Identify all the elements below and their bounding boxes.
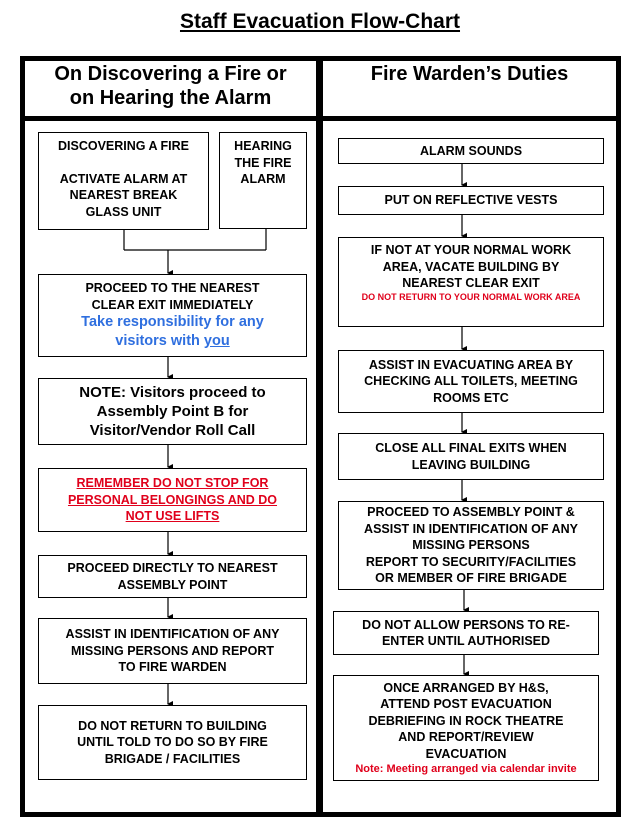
do-not-allow-box [333, 611, 599, 655]
page-title: Staff Evacuation Flow-Chart [179, 10, 461, 33]
reflective-vests-box [338, 186, 604, 215]
debrief-line-3: DEBRIEFING IN ROCK THEATRE [368, 713, 564, 728]
assembly-point-line-3: MISSING PERSONS [412, 538, 530, 553]
proceed-assembly-box [38, 555, 307, 598]
hearing-line-1: HEARING [234, 139, 292, 153]
vacate-line-2: AREA, VACATE BUILDING BY [382, 259, 560, 274]
visitors-responsibility-text: visitors with [115, 333, 204, 349]
close-exits-line-2: LEAVING BUILDING [411, 457, 531, 472]
assist-identify-line-2: MISSING PERSONS AND REPORT [70, 643, 275, 658]
assembly-point-line-1: PROCEED TO ASSEMBLY POINT & [367, 505, 575, 520]
assist-evac-line-3: ROOMS ETC [433, 390, 509, 405]
vacate-warning: DO NOT RETURN TO YOUR NORMAL WORK AREA [361, 291, 581, 302]
discovering-line-4: GLASS UNIT [85, 204, 162, 219]
do-not-return-line-2: UNTIL TOLD TO DO SO BY FIRE [77, 735, 268, 750]
visitors-note-line-3: Visitor/Vendor Roll Call [89, 422, 256, 439]
vacate-line-3: NEAREST CLEAR EXIT [402, 276, 540, 290]
visitors-responsibility-emphasis: you [203, 333, 230, 349]
hearing-alarm-box [219, 132, 307, 229]
proceed-exit-line-1: PROCEED TO THE NEAREST [85, 281, 260, 295]
reflective-vests-text: PUT ON REFLECTIVE VESTS [384, 193, 558, 208]
assist-identify-line-3: TO FIRE WARDEN [118, 660, 227, 675]
assist-identification-box [38, 618, 307, 684]
assist-identify-line-1: ASSIST IN IDENTIFICATION OF ANY [65, 627, 280, 642]
hearing-line-3: ALARM [240, 172, 286, 186]
visitors-responsibility-line-2 [115, 332, 229, 351]
left-heading-line-2: on Hearing the Alarm [69, 87, 272, 109]
assembly-point-line-2: ASSIST IN IDENTIFICATION OF ANY [364, 521, 578, 536]
assembly-point-line-5: OR MEMBER OF FIRE BRIGADE [375, 571, 567, 586]
proceed-exit-line-2: CLEAR EXIT IMMEDIATELY [91, 297, 254, 312]
close-exits-box [338, 433, 604, 480]
discovering-line-1: DISCOVERING A FIRE [57, 139, 190, 153]
remember-line-2: PERSONAL BELONGINGS AND DO [67, 492, 278, 507]
discovering-fire-box [38, 132, 209, 230]
debrief-line-1: ONCE ARRANGED BY H&S, [383, 680, 549, 695]
debrief-line-2: ATTEND POST EVACUATION [380, 697, 552, 712]
assist-evac-line-2: CHECKING ALL TOILETS, MEETING [364, 374, 578, 389]
assembly-point-box [338, 501, 604, 590]
proceed-assembly-line-2: ASSEMBLY POINT [117, 577, 228, 592]
remember-line-3: NOT USE LIFTS [125, 509, 220, 524]
discovering-line-2: ACTIVATE ALARM AT [59, 171, 188, 186]
visitors-note-box [38, 378, 307, 445]
do-not-return-line-1: DO NOT RETURN TO BUILDING [78, 718, 267, 733]
visitors-note-line-1: NOTE: Visitors proceed to [79, 384, 266, 401]
hearing-line-2: THE FIRE [234, 155, 292, 170]
debrief-line-5: EVACUATION [425, 746, 507, 761]
debrief-note: Note: Meeting arranged via calendar invite [355, 763, 577, 776]
left-heading-line-1: On Discovering a Fire or [54, 63, 287, 85]
remember-box [38, 468, 307, 532]
proceed-assembly-line-1: PROCEED DIRECTLY TO NEAREST [67, 561, 278, 575]
assembly-point-line-4: REPORT TO SECURITY/FACILITIES [365, 554, 577, 569]
visitors-note-line-2: Assembly Point B for [96, 403, 249, 420]
remember-line-1: REMEMBER DO NOT STOP FOR [76, 476, 269, 491]
discovering-line-3: NEAREST BREAK [69, 188, 178, 202]
assist-evacuating-box [338, 350, 604, 413]
assist-evac-line-1: ASSIST IN EVACUATING AREA BY [368, 357, 574, 372]
debrief-line-4: AND REPORT/REVIEW [398, 730, 534, 745]
alarm-sounds-box [338, 138, 604, 164]
debriefing-box [333, 675, 599, 781]
proceed-exit-box [38, 274, 307, 357]
do-not-return-line-3: BRIGADE / FACILITIES [104, 751, 241, 766]
close-exits-line-1: CLOSE ALL FINAL EXITS WHEN [375, 441, 567, 455]
visitors-responsibility-line-1: Take responsibility for any [81, 314, 264, 330]
vacate-line-1: IF NOT AT YOUR NORMAL WORK [370, 243, 572, 257]
alarm-sounds-text: ALARM SOUNDS [419, 143, 523, 158]
vacate-building-box [338, 237, 604, 327]
right-heading-line: Fire Warden’s Duties [370, 63, 569, 85]
do-not-return-box [38, 705, 307, 780]
do-not-allow-line-1: DO NOT ALLOW PERSONS TO RE- [362, 617, 570, 632]
do-not-allow-line-2: ENTER UNTIL AUTHORISED [381, 634, 551, 648]
